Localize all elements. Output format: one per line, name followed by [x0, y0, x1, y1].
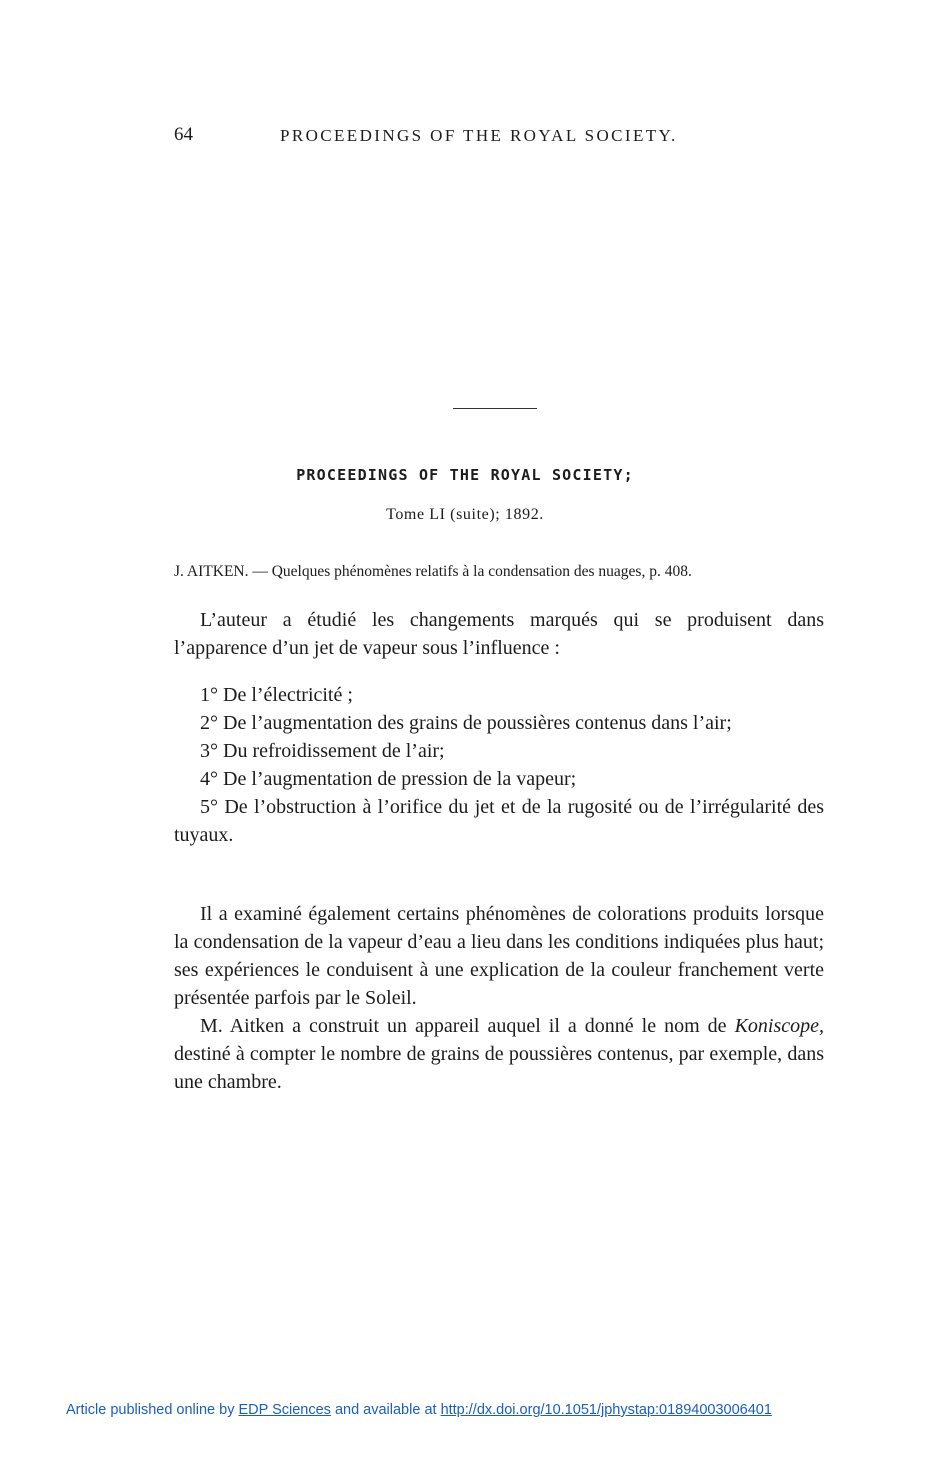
list-item: 2° De l’augmentation des grains de poussières contenus dans l’air; [200, 712, 732, 734]
page-header [174, 124, 824, 154]
closing-paragraphs [174, 900, 824, 1096]
doi-link[interactable]: http://dx.doi.org/10.1051/jphystap:01894003006401 [440, 1402, 772, 1418]
list-item: 1° De l’électricité ; [200, 684, 353, 706]
footer [66, 1402, 772, 1418]
list-item: 5° De l’obstruction à l’orifice du jet et de la rugosité ou de l’irrégularité des tuyaux. [174, 796, 824, 846]
koniscope-text-end: destiné à compter le nombre de grains de poussières contenus, par exemple, dans une chambre. [174, 1043, 824, 1093]
koniscope-term: Koniscope, [734, 1015, 824, 1037]
intro-paragraph [174, 606, 824, 662]
footer-middle: and available at [334, 1402, 437, 1418]
section-divider [453, 408, 537, 409]
section-title: PROCEEDINGS OF THE ROYAL SOCIETY; [296, 466, 634, 484]
intro-text: L’auteur a étudié les changements marqués qui se produisent dans l’apparence d’un jet de vapeur sous l’influence : [174, 609, 824, 659]
list-item: 3° Du refroidissement de l’air; [200, 740, 445, 762]
influence-list [174, 681, 824, 849]
coloration-paragraph: Il a examiné également certains phénomènes de colorations produits lorsque la condensation de la vapeur d’eau a lieu dans les conditions indiquées plus haut; ses expériences le conduisent à une explication de la couleur franchement verte présentée parfois par le Soleil. [174, 903, 824, 1009]
running-title: PROCEEDINGS OF THE ROYAL SOCIETY. [280, 126, 678, 145]
section-subtitle: Tome LI (suite); 1892. [386, 506, 544, 523]
page-number: 64 [174, 124, 193, 145]
koniscope-paragraph [174, 1012, 824, 1096]
footer-prefix: Article published online by [66, 1402, 235, 1418]
article-heading: J. AITKEN. — Quelques phénomènes relatifs à la condensation des nuages, p. 408. [174, 563, 692, 580]
koniscope-text-start: M. Aitken a construit un appareil auquel il a donné le nom de [200, 1015, 727, 1037]
publisher-link[interactable]: EDP Sciences [238, 1402, 331, 1418]
list-item: 4° De l’augmentation de pression de la vapeur; [200, 768, 577, 790]
